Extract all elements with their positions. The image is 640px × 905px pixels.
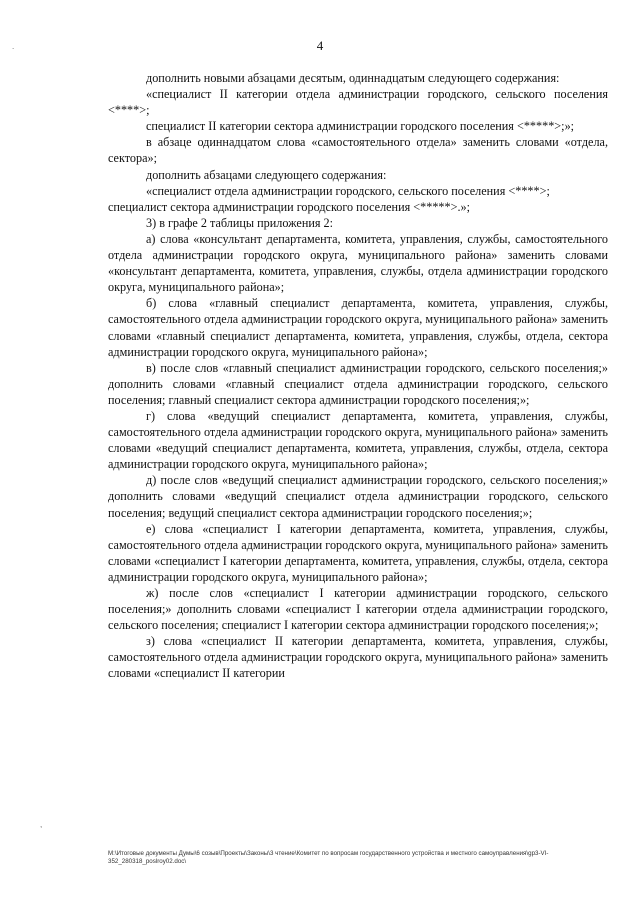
file-path-footer: M:\Итоговые документы Думы\6 созыв\Проекты\Законы\3 чтение\Комитет по вопросам государственного устройства и местного самоуправления\gp3-VI-352_280318_poslroy02.doc\ xyxy=(108,850,549,865)
paragraph: специалист сектора администрации городского поселения <*****>.»; xyxy=(108,199,470,214)
paragraph: а) слова «консультант департамента, комитета, управления, службы, самостоятельного отдела администрации городского округа, муниципального района» заменить словами «консультант департамента, комитета, управления, службы, отдела администрации городского округа, муниципального района»; xyxy=(108,231,608,295)
paragraph: «специалист II категории отдела администрации городского, сельского поселения <****>; xyxy=(108,87,608,118)
margin-mark: . xyxy=(12,42,15,51)
paragraph: г) слова «ведущий специалист департамента, комитета, управления, службы, самостоятельного отдела администрации городского округа, муниципального района» заменить словами «ведущий специалист департамента, комитета, управления, службы, отдела, сектора администрации городского округа, муниципального района»; xyxy=(108,408,608,472)
paragraph: дополнить новыми абзацами десятым, одиннадцатым следующего содержания: xyxy=(146,71,560,85)
paragraph: «специалист отдела администрации городского, сельского поселения <****>; xyxy=(146,183,550,198)
page-number: 4 xyxy=(316,38,324,53)
paragraph: ж) после слов «специалист I категории администрации городского, сельского поселения;» дополнить словами «специалист I категории отдела администрации городского, сельского поселения; специалист I категории сектора администрации городского поселения;»; xyxy=(108,586,608,633)
paragraph: в абзаце одиннадцатом слова «самостоятельного отдела» заменить словами «отдела, сектора»; xyxy=(108,135,608,166)
paragraph: б) слова «главный специалист департамента, комитета, управления, службы, самостоятельного отдела администрации городского округа, муниципального района» заменить словами «главный специалист департамента, комитета, управления, службы, отдела, сектора администрации городского округа, муниципального района»; xyxy=(108,296,608,359)
paragraph: 3) в графе 2 таблицы приложения 2: xyxy=(146,215,333,230)
paragraph: специалист II категории сектора администрации городского поселения <*****>;»; xyxy=(146,119,575,134)
document-body xyxy=(108,70,608,682)
paragraph: в) после слов «главный специалист администрации городского, сельского поселения;» дополнить словами «главный специалист отдела администрации городского, сельского поселения; главный специалист сектора администрации городского поселения;»; xyxy=(108,360,608,407)
paragraph: д) после слов «ведущий специалист администрации городского, сельского поселения;» дополнить словами «ведущий специалист отдела администрации городского, сельского поселения; ведущий специалист сектора администрации городского поселения;»; xyxy=(108,473,608,520)
paragraph: дополнить абзацами следующего содержания: xyxy=(146,167,387,182)
paragraph: з) слова «специалист II категории департамента, комитета, управления, службы, самостоятельного отдела администрации городского округа, муниципального района» заменить словами «специалист II категории xyxy=(108,634,608,681)
paragraph: е) слова «специалист I категории департамента, комитета, управления, службы, самостоятельного отдела администрации городского округа, муниципального района» заменить словами «специалист I категории департамента, комитета, управления, службы, отдела, сектора администрации городского округа, муниципального района»; xyxy=(108,521,608,584)
margin-mark: , xyxy=(40,820,43,829)
